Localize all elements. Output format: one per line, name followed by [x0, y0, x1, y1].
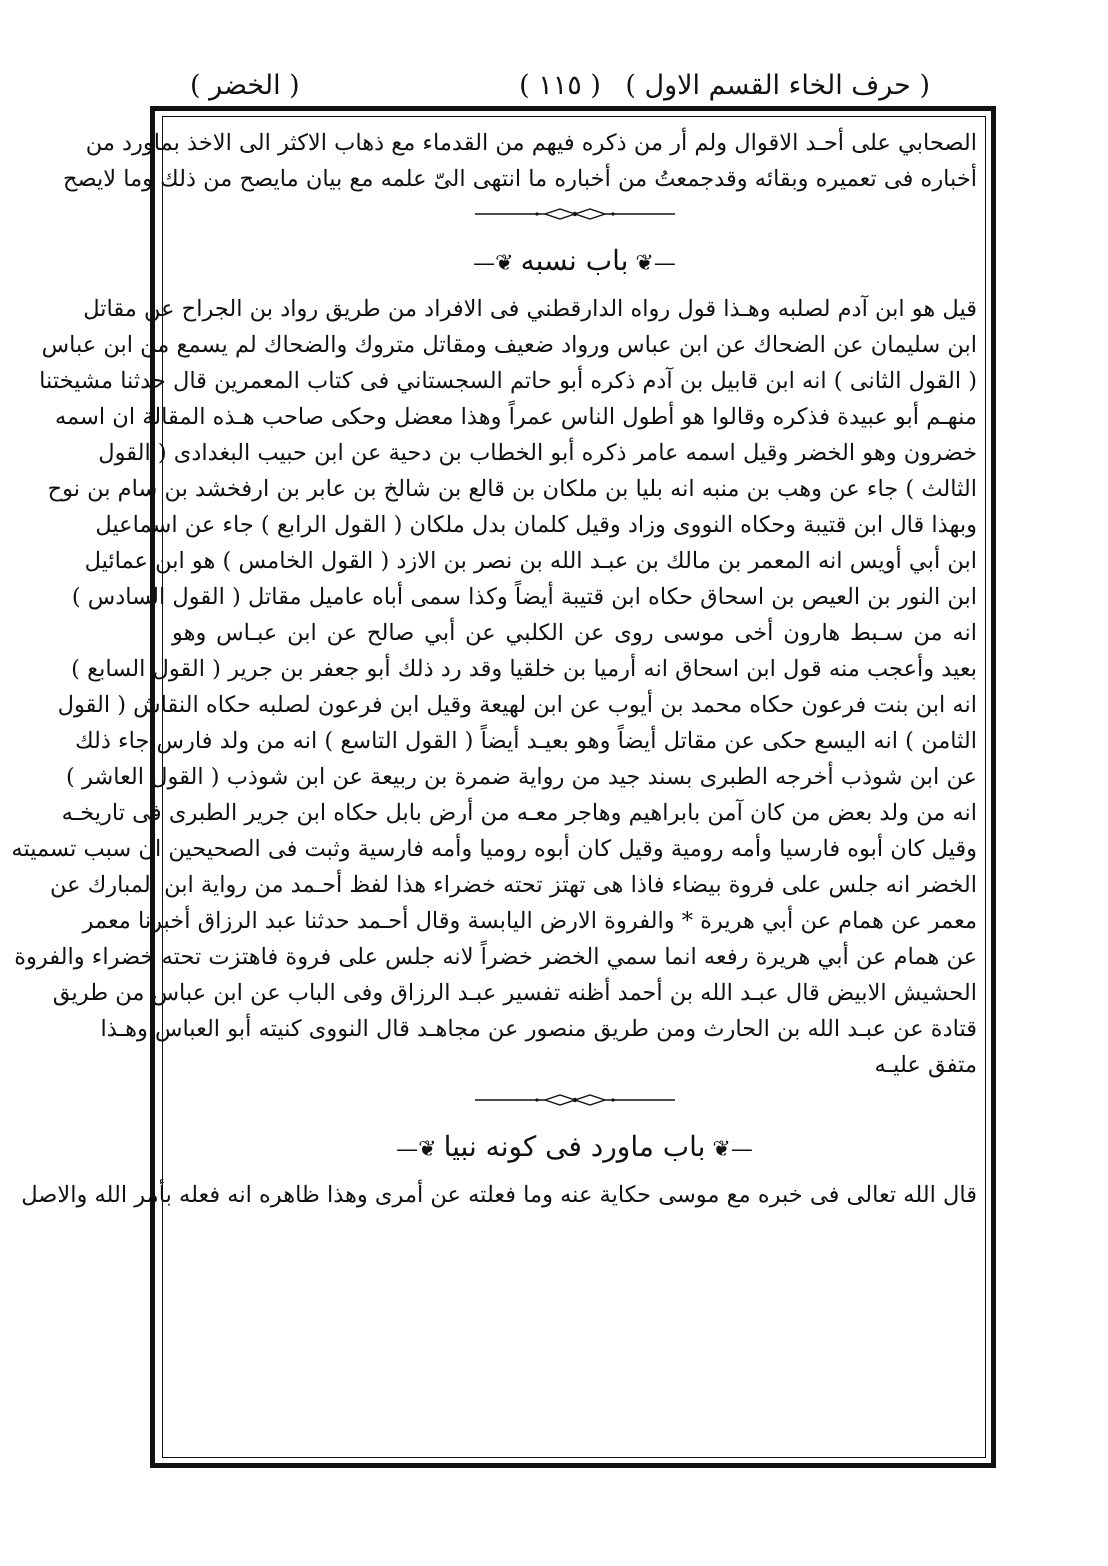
section1-body — [11, 291, 977, 1083]
section2-title: باب ماورد فى كونه نبيا — [443, 1130, 706, 1163]
text-line: خضرون وهو الخضر وقيل اسمه عامر ذكره أبو الخطاب بن دحية عن ابن حبيب البغدادى ( القول — [98, 440, 977, 466]
ornament-divider — [172, 1083, 977, 1117]
text-line: منهـم أبو عبيدة فذكره وقالوا هو أطول الناس عمراً وهذا معضل وحكى صاحب هـذه المقالة ان اسمه — [54, 404, 977, 430]
text-line: قال الله تعالى فى خبره مع موسى حكاية عنه وما فعلته عن أمرى وهذا ظاهره انه فعله بأمر الله والاصل — [21, 1182, 977, 1208]
text-body — [11, 125, 977, 1213]
section1-title-row — [172, 231, 977, 291]
text-line: الخضر انه جلس على فروة بيضاء فاذا هى تهتز تحته خضراء هذا لفظ أحـمد من رواية ابن المبارك عن — [50, 872, 977, 898]
text-line: ابن سليمان عن الضحاك عن ابن عباس ورواد ضعيف ومقاتل متروك والضحاك لم يسمع من ابن عباس — [41, 332, 977, 358]
text-line: الحشيش الابيض قال عبـد الله بن أحمد أظنه تفسير عبـد الرزاق وفى الباب عن ابن عباس من طريق — [52, 980, 977, 1006]
ornament-divider-icon — [475, 1093, 675, 1107]
title-ornament-right: —❦ — [705, 1137, 753, 1162]
text-line: انه من سـبط هارون أخى موسى روى عن الكلبي عن أبي صالح عن ابن عبـاس وهو — [172, 620, 977, 646]
text-line: ابن أبي أويس انه المعمر بن مالك بن عبـد الله بن نصر بن الازد ( القول الخامس ) هو ابن عمائيل — [84, 548, 977, 574]
text-line: ( القول الثانى ) انه ابن قابيل بن آدم ذكره أبو حاتم السجستاني فى كتاب المعمرين قال حدثنا مشيختنا — [39, 368, 977, 394]
text-line: الثامن ) انه اليسع حكى عن مقاتل أيضاً وهو بعيـد أيضاً ( القول التاسع ) انه من ولد فارس جاء ذلك — [75, 728, 977, 754]
section-heading: ( حرف الخاء القسم الاول ) — [625, 70, 930, 101]
page-number: ( ١١٥ ) — [519, 70, 601, 101]
text-line: انه من ولد بعض من كان آمن بابراهيم وهاجر معـه من أرض بابل حكاه ابن جرير الطبرى فى تاريخـه — [61, 800, 977, 826]
page-header — [190, 66, 930, 106]
text-line: معمر عن همام عن أبي هريرة * والفروة الارض اليابسة وقال أحـمد حدثنا عبد الرزاق أخبرنا معمر — [82, 908, 977, 934]
text-line: بعيد وأعجب منه قول ابن اسحاق انه أرميا بن خلقيا وقد رد ذلك أبو جعفر بن جرير ( القول السابع ) — [71, 656, 977, 682]
text-line: ابن النور بن العيص بن اسحاق حكاه ابن قتيبة أيضاً وكذا سمى أباه عاميل مقاتل ( القول السادس ) — [71, 584, 977, 610]
ornament-divider — [172, 197, 977, 231]
text-line: قيل هو ابن آدم لصلبه وهـذا قول رواه الدارقطني فى الافراد من طريق رواد بن الجراح عن مقاتل — [83, 296, 977, 322]
title-ornament-left: ❦— — [473, 251, 521, 276]
text-line: قتادة عن عبـد الله بن الحارث ومن طريق منصور عن مجاهـد قال النووى كنيته أبو العباس وهـذا — [100, 1016, 977, 1042]
section2-title-row — [172, 1117, 977, 1177]
section1-title: باب نسبه — [520, 244, 629, 277]
ornament-divider-icon — [475, 207, 675, 221]
section2-body — [21, 1177, 977, 1213]
title-ornament-left: ❦— — [396, 1137, 444, 1162]
entry-heading: ( الخضر ) — [190, 70, 300, 101]
text-line: وبهذا قال ابن قتيبة وحكاه النووى وزاد وقيل كلمان بدل ملكان ( القول الرابع ) جاء عن اسماعيل — [95, 512, 977, 538]
text-line: عن ابن شوذب أخرجه الطبرى بسند جيد من رواية ضمرة بن ربيعة عن ابن شوذب ( القول العاشر ) — [66, 764, 977, 790]
text-line: انه ابن بنت فرعون حكاه محمد بن أيوب عن ابن لهيعة وقيل ابن فرعون لصلبه حكاه النقاش ( القول — [57, 692, 977, 718]
text-line: وقيل كان أبوه فارسيا وأمه رومية وقيل كان أبوه روميا وأمه فارسية وثبت فى الصحيحين ان سبب تسميته — [11, 836, 977, 862]
text-line: الصحابي على أحـد الاقوال ولم أر من ذكره فيهم من القدماء مع ذهاب الاكثر الى الاخذ بماورد من — [85, 130, 977, 156]
text-line: أخباره فى تعميره وبقائه وقدجمعتُ من أخباره ما انتهى الىّ علمه مع بيان مايصح من ذلك وما لايصح — [62, 166, 977, 192]
text-line: متفق عليـه — [874, 1052, 977, 1078]
intro-paragraph — [62, 125, 977, 197]
title-ornament-right: —❦ — [628, 251, 676, 276]
text-line: عن همام عن أبي هريرة رفعه انما سمي الخضر خضراً لانه جلس على فروة فاهتزت تحته خضراء والفروة — [14, 944, 977, 970]
text-line: الثالث ) جاء عن وهب بن منبه انه بليا بن ملكان بن قالع بن شالخ بن عابر بن ارفخشد بن سام بن نوح — [47, 476, 977, 502]
